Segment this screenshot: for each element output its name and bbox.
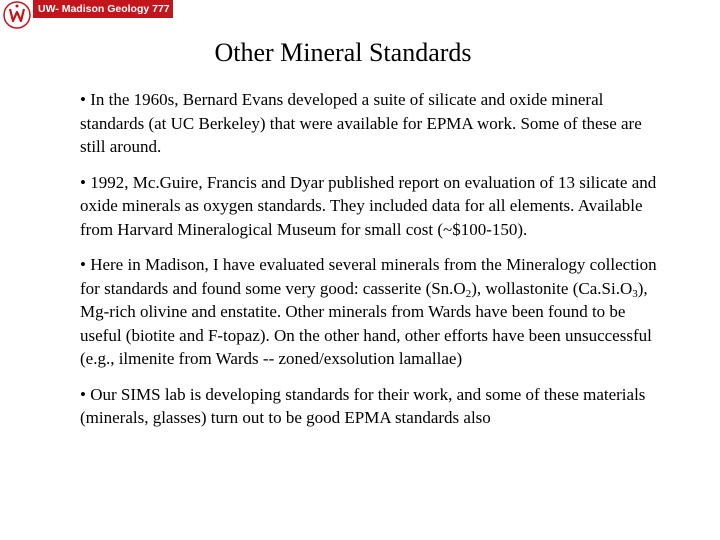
bullet-text: • Here in Madison, I have evaluated several minerals from the Mineralogy collection for standards and found some very good: casserite (Sn.O	[80, 255, 657, 298]
bullet-list	[80, 88, 670, 442]
uw-crest-logo	[3, 1, 31, 29]
course-header-label: UW- Madison Geology 777	[38, 3, 170, 15]
bullet-item-mcguire: • 1992, Mc.Guire, Francis and Dyar published report on evaluation of 13 silicate and oxide minerals as oxygen standards. They included data for all elements. Available from Harvard Mineralogical Museum for small cost (~$100-150).	[80, 172, 657, 239]
bullet-text: ), Mg-rich olivine and enstatite. Other minerals from Wards have been found to be useful (biotite and F-topaz). On the other hand, other efforts have been unsuccessful (e.g., ilmenite from Wards -- zoned/exsolution lamallae)	[80, 278, 652, 368]
subscript: 2	[465, 287, 472, 300]
slide-title: Other Mineral Standards	[214, 38, 472, 67]
bullet-text: ), wollastonite (Ca.Si.O	[471, 278, 633, 298]
bullet-item-evans: • In the 1960s, Bernard Evans developed a suite of silicate and oxide mineral standards (at UC Berkeley) that were available for EPMA work. Some of these are still around.	[80, 90, 642, 156]
bullet-item-sims: • Our SIMS lab is developing standards for their work, and some of these materials (minerals, glasses) turn out to be good EPMA standards also	[80, 384, 646, 427]
subscript: 3	[632, 287, 638, 300]
course-header-bar	[33, 0, 173, 18]
bullet-item-madison	[80, 253, 670, 371]
